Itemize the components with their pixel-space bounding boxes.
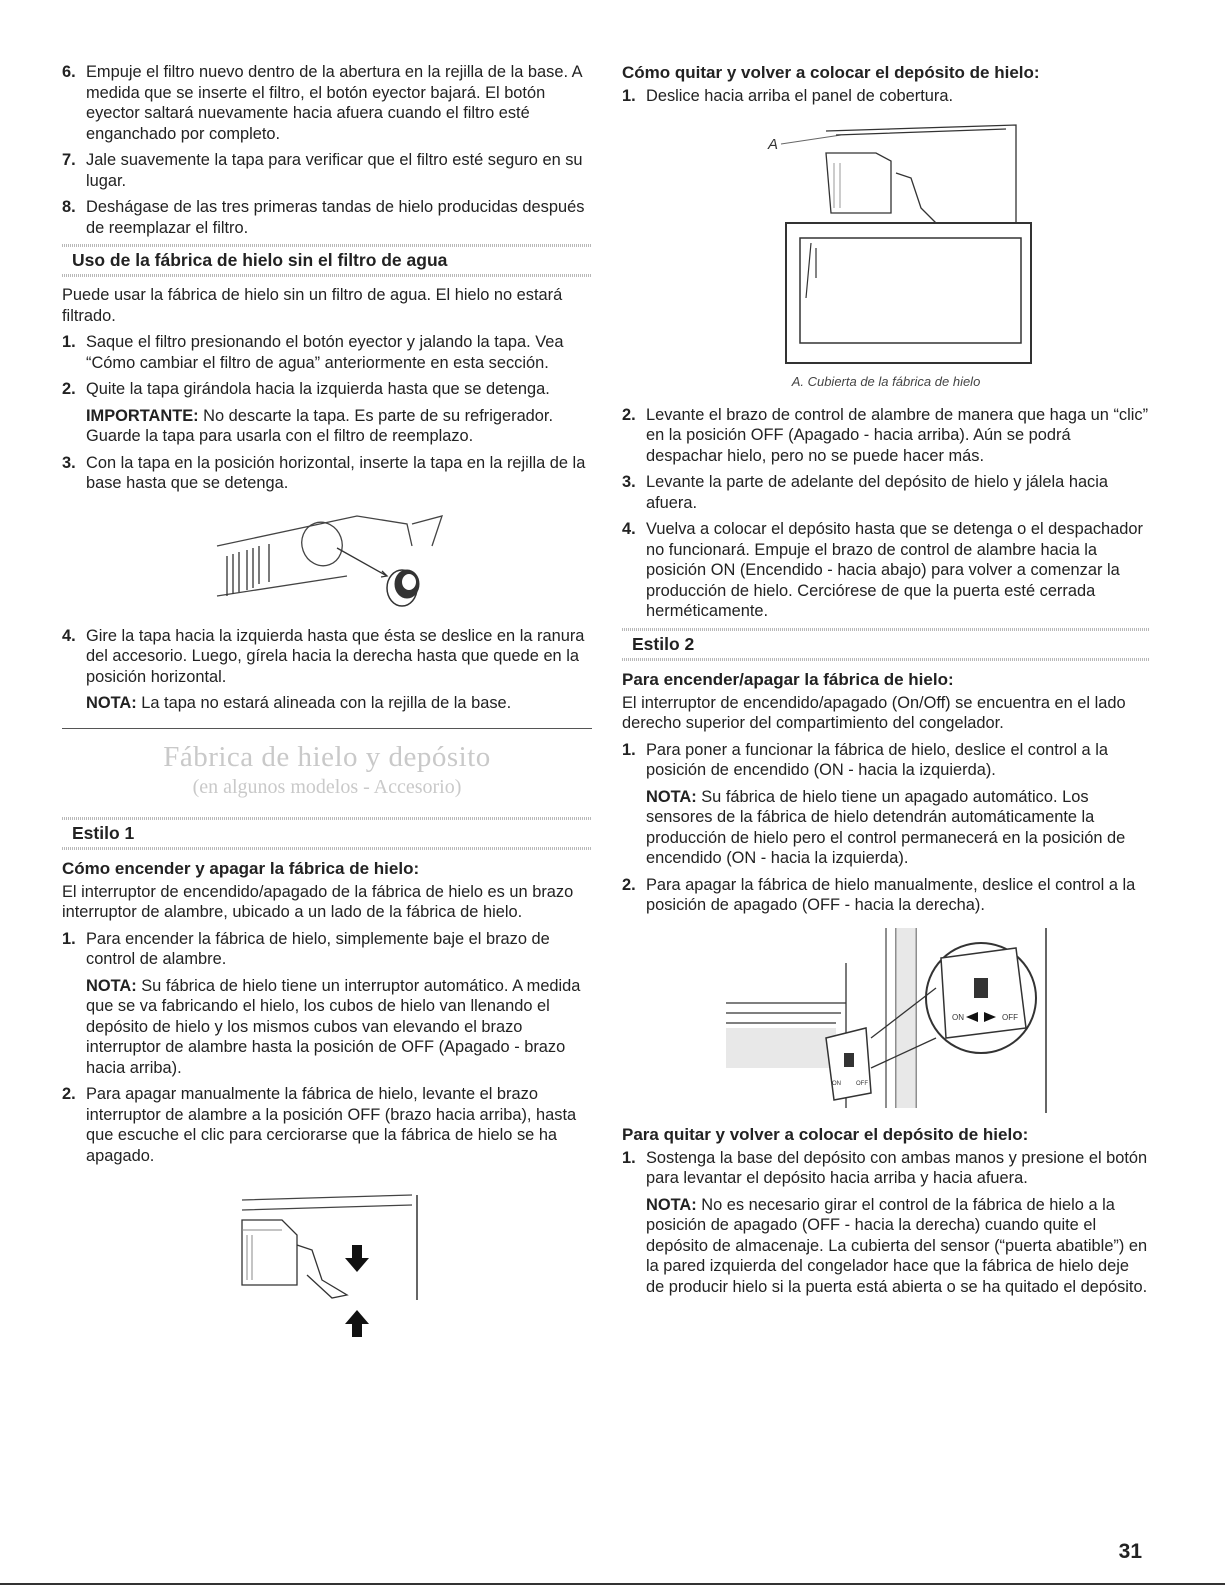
list-item	[622, 519, 1150, 622]
item-number: 1.	[622, 740, 636, 759]
item-number: 1.	[622, 87, 636, 105]
left-column	[62, 62, 592, 1350]
item-number: 2.	[622, 405, 636, 424]
figure-caption: A. Cubierta de la fábrica de hielo	[791, 373, 981, 389]
item-number: 4.	[62, 626, 76, 645]
figure-label-a: A	[768, 135, 779, 153]
item-number: 3.	[622, 473, 636, 491]
switch-on-label: ON	[832, 1080, 841, 1087]
list-item	[62, 332, 592, 373]
item-text: Sostenga la base del depósito con ambas manos y presione el botón para levantar el depósito hacia arriba y hacia afuera.	[646, 1148, 1148, 1187]
wire-arm-illustration	[212, 1190, 442, 1350]
subsection-heading: Cómo encender y apagar la fábrica de hielo:	[62, 858, 420, 878]
item-number: 7.	[62, 151, 76, 169]
item-number: 1.	[62, 333, 76, 351]
note: NOTA: Su fábrica de hielo tiene un interruptor automático. A medida que se va fabricando el hielo, los cubos de hielo van llenando el depósito de hielo y los mismos cubos van elevando el brazo interruptor de alambre hasta la posición de OFF (Apagado - brazo hacia arriba).	[86, 976, 581, 1077]
list-item	[622, 1148, 1150, 1298]
item-text: Quite la tapa girándola hacia la izquierda hasta que se detenga.	[86, 380, 550, 398]
item-number: 4.	[622, 520, 636, 538]
list-item	[622, 472, 1150, 513]
chapter-subtitle: (en algunos modelos - Accesorio)	[192, 775, 462, 798]
list-item	[62, 62, 592, 144]
ice-maker-cover-illustration	[736, 113, 1036, 368]
list-item	[62, 929, 592, 1079]
list-item	[622, 740, 1150, 869]
item-text: Empuje el filtro nuevo dentro de la abertura en la rejilla de la base. A medida que se inserte el filtro, el botón eyector bajará. El botón eyector saltará nuevamente hacia afuera cuando el filtro esté enganchado por completo.	[86, 63, 582, 143]
paragraph: El interruptor de encendido/apagado de la fábrica de hielo es un brazo interruptor de alambre, ubicado a un lado de la fábrica de hielo.	[62, 882, 574, 921]
item-text: Saque el filtro presionando el botón eyector y jalando la tapa. Vea “Cómo cambiar el filtro de agua” anteriormente en esta sección.	[86, 333, 564, 372]
note: NOTA: La tapa no estará alineada con la rejilla de la base.	[86, 694, 512, 712]
item-number: 8.	[62, 198, 76, 216]
item-text: Levante la parte de adelante del depósito de hielo y jálela hacia afuera.	[646, 473, 1109, 512]
item-number: 1.	[62, 929, 76, 948]
paragraph: El interruptor de encendido/apagado (On/Off) se encuentra en el lado derecho superior del compartimiento del congelador.	[622, 693, 1126, 732]
list-item	[62, 197, 592, 238]
subsection-heading: Para encender/apagar la fábrica de hielo:	[622, 669, 954, 689]
item-number: 3.	[62, 453, 76, 472]
item-number: 1.	[622, 1148, 636, 1167]
item-text: Deshágase de las tres primeras tandas de hielo producidas después de reemplazar el filtro.	[86, 198, 585, 237]
list-item	[62, 453, 592, 494]
zoom-off-label: OFF	[1002, 1012, 1018, 1022]
subsection-heading: Cómo quitar y volver a colocar el depósito de hielo:	[622, 63, 1040, 82]
item-text: Vuelva a colocar el depósito hasta que se detenga o el despachador no funcionará. Empuje el brazo de control de alambre hacia la posición ON (Encendido - hacia abajo) para volver a comenzar la producción de hielo. Cerciórese de que la puerta esté cerrada herméticamente.	[646, 520, 1143, 620]
chapter-title-text: Fábrica de hielo y depósito	[163, 740, 491, 773]
page-number: 31	[1118, 1540, 1142, 1563]
list-item	[62, 150, 592, 191]
item-text: Para apagar manualmente la fábrica de hielo, levante el brazo interruptor de alambre a la posición OFF (brazo hacia arriba), hasta que escuche el clic para cerciorarse que la fábrica de hielo se ha apagado.	[86, 1085, 577, 1165]
item-text: Deslice hacia arriba el panel de cobertura.	[646, 87, 954, 105]
item-text: Jale suavemente la tapa para verificar que el filtro esté seguro en su lugar.	[86, 151, 583, 190]
item-text: Gire la tapa hacia la izquierda hasta que ésta se deslice en la ranura del accesorio. Luego, gírela hacia la derecha hasta que quede en la posición horizontal.	[86, 626, 585, 686]
item-number: 2.	[62, 380, 76, 398]
chapter-title	[62, 728, 592, 799]
style-heading: Estilo 1	[62, 817, 592, 850]
item-text: Para apagar la fábrica de hielo manualmente, deslice el control a la posición de apagado (OFF - hacia la derecha).	[646, 875, 1136, 914]
item-number: 2.	[622, 875, 636, 894]
subsection-heading: Para quitar y volver a colocar el depósito de hielo:	[622, 1124, 1029, 1144]
on-off-switch-illustration	[716, 928, 1056, 1118]
style-heading: Estilo 2	[622, 628, 1150, 661]
item-text: Para poner a funcionar la fábrica de hielo, deslice el control a la posición de encendido (ON - hacia la izquierda).	[646, 740, 1108, 779]
item-text: Levante el brazo de control de alambre de manera que haga un “clic” en la posición OFF (Apagado - hacia arriba). Aún se podrá despachar hielo, pero no se puede hacer más.	[646, 405, 1149, 465]
list-item	[622, 875, 1150, 916]
list-item	[622, 405, 1150, 467]
list-item	[62, 1084, 592, 1166]
section-intro: Puede usar la fábrica de hielo sin un filtro de agua. El hielo no estará filtrado.	[62, 286, 563, 325]
filter-cap-illustration	[197, 506, 457, 616]
zoom-on-label: ON	[952, 1012, 964, 1022]
item-text: Con la tapa en la posición horizontal, inserte la tapa en la rejilla de la base hasta que se detenga.	[86, 453, 586, 492]
important-note: IMPORTANTE: No descarte la tapa. Es parte de su refrigerador. Guarde la tapa para usarla con el filtro de reemplazo.	[86, 406, 554, 445]
switch-off-label: OFF	[856, 1080, 868, 1087]
item-text: Para encender la fábrica de hielo, simplemente baje el brazo de control de alambre.	[86, 929, 550, 968]
item-number: 6.	[62, 63, 76, 81]
section-heading: Uso de la fábrica de hielo sin el filtro de agua	[62, 244, 592, 277]
note: NOTA: No es necesario girar el control de la fábrica de hielo a la posición de apagado (OFF - hacia la derecha) cuando quite el depósito de almacenaje. La cubierta del sensor (“puerta abatible”) en la pared izquierda del congelador hace que la fábrica de hielo deje de producir hielo si la puerta está abierta o se ha quitado el depósito.	[646, 1195, 1148, 1296]
list-item	[622, 86, 1150, 107]
note: NOTA: Su fábrica de hielo tiene un apagado automático. Los sensores de la fábrica de hielo detendrán automáticamente la producción de hielo pero el control permanecerá en la posición de encendido (ON - hacia la izquierda).	[646, 787, 1126, 867]
list-item	[62, 379, 592, 447]
item-number: 2.	[62, 1085, 76, 1103]
list-item	[62, 626, 592, 714]
right-column	[622, 62, 1150, 1303]
